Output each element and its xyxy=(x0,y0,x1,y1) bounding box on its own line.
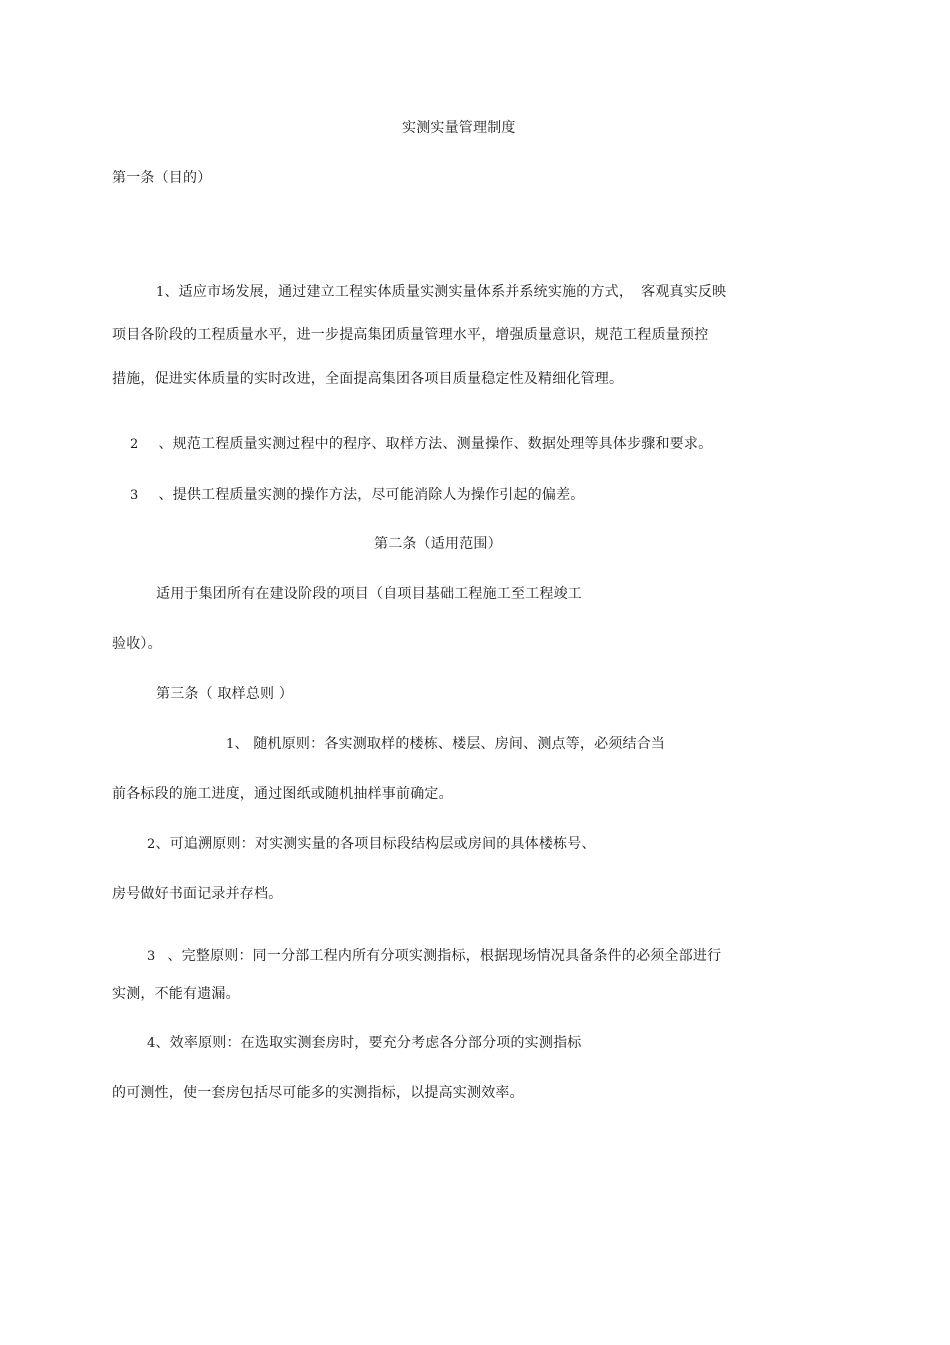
article-2-line-2: 验收）。 xyxy=(112,636,162,652)
text: 客观真实反映 xyxy=(641,284,727,300)
article-3-para-4-line-1 xyxy=(147,1033,581,1054)
article-1-para-2 xyxy=(130,434,712,455)
item-number: 1 xyxy=(226,737,235,752)
item-number: 3 xyxy=(147,949,156,964)
article-3-para-4-line-2: 的可测性，使一套房包括尽可能多的实测指标，以提高实测效率。 xyxy=(112,1085,524,1101)
text: 、完整原则：同一分部工程内所有分项实测指标，根据现场情况具备条件的必须全部进行 xyxy=(167,948,722,964)
article-1-para-1-line-3: 措施，促进实体质量的实时改进，全面提高集团各项目质量稳定性及精细化管理。 xyxy=(112,371,624,387)
text: 、 随机原则：各实测取样的楼栋、楼层、房间、测点等，必须结合当 xyxy=(234,736,666,752)
document-title: 实测实量管理制度 xyxy=(402,120,516,136)
item-number: 3 xyxy=(130,488,139,503)
article-3-heading: 第三条（ 取样总则 ） xyxy=(156,686,294,702)
article-3-para-1-line-1 xyxy=(226,734,665,755)
article-3-para-2-line-1 xyxy=(147,834,596,855)
article-3-para-3-line-1 xyxy=(147,946,721,967)
article-1-heading: 第一条（目的） xyxy=(112,170,212,186)
text: 、可追溯原则：对实测实量的各项目标段结构层或房间的具体楼栋号、 xyxy=(155,836,596,852)
text: 、提供工程质量实测的操作方法，尽可能消除人为操作引起的偏差。 xyxy=(158,487,585,503)
text: 、效率原则：在选取实测套房时，要充分考虑各分部分项的实测指标 xyxy=(155,1035,582,1051)
item-number: 1 xyxy=(156,285,165,300)
article-3-para-3-line-2: 实测，不能有遗漏。 xyxy=(112,986,240,1002)
article-1-para-1-line-2: 项目各阶段的工程质量水平，进一步提高集团质量管理水平，增强质量意识，规范工程质量预控 xyxy=(112,327,709,343)
article-2-heading: 第二条（适用范围） xyxy=(374,536,502,552)
text: 、适应市场发展，通过建立工程实体质量实测实量体系并系统实施的方式， xyxy=(164,284,634,300)
article-2-line-1: 适用于集团所有在建设阶段的项目（自项目基础工程施工至工程竣工 xyxy=(156,586,582,602)
item-number: 4 xyxy=(147,1036,156,1051)
article-3-para-1-line-2: 前各标段的施工进度，通过图纸或随机抽样事前确定。 xyxy=(112,786,453,802)
item-number: 2 xyxy=(147,837,156,852)
article-1-para-3 xyxy=(130,485,584,506)
item-number: 2 xyxy=(130,437,139,452)
text: 、规范工程质量实测过程中的程序、取样方法、测量操作、数据处理等具体步骤和要求。 xyxy=(158,436,713,452)
article-3-para-2-line-2: 房号做好书面记录并存档。 xyxy=(112,886,283,902)
article-1-para-1-line-1 xyxy=(156,282,726,303)
